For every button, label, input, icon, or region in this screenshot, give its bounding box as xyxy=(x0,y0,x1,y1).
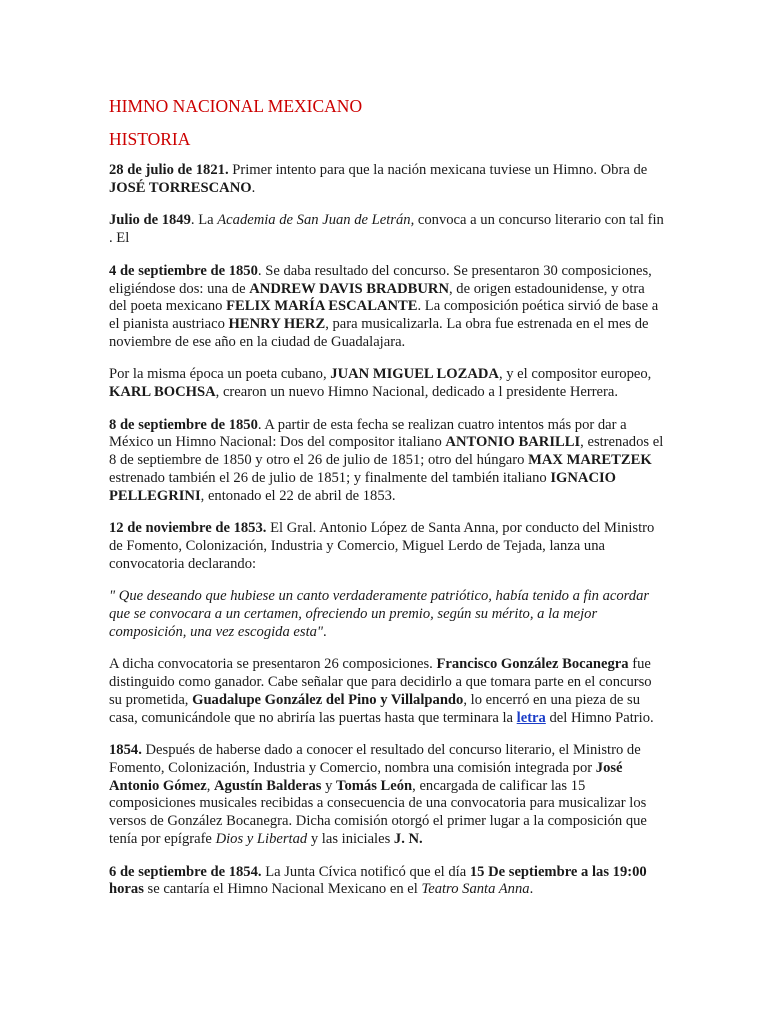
quote-paragraph: " Que deseando que hubiese un canto verdaderamente patriótico, había tenido a fin acordar que se convocara a un certamen, ofreciendo un premio, según su mérito, a la mejor composición, una vez escogida esta". xyxy=(109,588,650,640)
date-label: 28 de julio de 1821. xyxy=(109,162,229,178)
person-name: José Antonio Gómez xyxy=(109,759,623,794)
paragraph-1853: 12 de noviembre de 1853. El Gral. Antonio López de Santa Anna, por conducto del Ministro de Fomento, Colonización, Industria y Comercio, Miguel Lerdo de Tejada, lanza una convocatoria declarando: xyxy=(109,520,655,572)
person-name: MAX MARETZEK xyxy=(528,452,652,469)
person-name: JUAN MIGUEL LOZADA xyxy=(330,366,499,383)
date-label: 6 de septiembre de 1854. xyxy=(109,863,262,880)
person-name: JOSÉ TORRESCANO xyxy=(109,179,252,196)
paragraph-1821: 28 de julio de 1821. Primer intento para que la nación mexicana tuviese un Himno. Obra de JOSÉ TORRESCANO. xyxy=(109,162,648,196)
page-title: HIMNO NACIONAL MEXICANO xyxy=(109,96,363,116)
person-name: Guadalupe González del Pino y Villalpando xyxy=(192,691,464,708)
person-name: Agustín Balderas xyxy=(214,777,322,794)
person-name: FELIX MARÍA ESCALANTE xyxy=(226,298,418,315)
letra-link[interactable]: letra xyxy=(516,709,546,726)
person-name: KARL BOCHSA xyxy=(109,384,216,401)
date-label: 8 de septiembre de 1850 xyxy=(109,416,258,433)
paragraph-winner: A dicha convocatoria se presentaron 26 composiciones. Francisco González Bocanegra fue distinguido como ganador. Cabe señalar que para decidirlo a que tomara parte en el concurso su prometida, Guadalupe González del Pino y Villalpando, lo encerró en una pieza de su casa, comunicándole que no abriría las puertas hasta que terminara la letra del Himno Patrio. xyxy=(109,656,654,726)
epigraph-text: Dios y Libertad xyxy=(215,830,308,847)
person-name: ANTONIO BARILLI xyxy=(445,434,581,451)
date-label: 1854. xyxy=(109,742,142,759)
quote-text: " Que deseando que hubiese un canto verdaderamente patriótico, había tenido a fin acordar que se convocara a un certamen, ofreciendo un premio, según su mérito, a la mejor composición, una vez escogida esta" xyxy=(109,588,650,640)
paragraph-1850-sep8: 8 de septiembre de 1850. A partir de esta fecha se realizan cuatro intentos más por dar a México un Himno Nacional: Dos del compositor italiano ANTONIO BARILLI, estrenados el 8 de septiembre de 1850 y otro el 26 de julio de 1851; otro del húngaro MAX MARETZEK estrenado también el 26 de julio de 1851; y finalmente del también italiano IGNACIO PELLEGRINI, entonado el 22 de abril de 1853. xyxy=(109,416,664,504)
person-name: HENRY HERZ xyxy=(228,315,326,332)
paragraph-1854: 1854. Después de haberse dado a conocer el resultado del concurso literario, el Ministro de Fomento, Colonización, Industria y Comercio, nombra una comisión integrada por José Antonio Gómez, Agustín Balderas y Tomás León, encargada de calificar las 15 composiciones musicales recibidas a consecuencia de una convocatoria para musicalizar los versos de González Bocanegra. Dicha comisión otorgó el primer lugar a la composición que tenía por epígrafe Dios y Libertad y las iniciales J. N. xyxy=(109,742,647,847)
date-label: Julio de 1849 xyxy=(109,212,191,229)
institution-name: Academia de San Juan de Letrán, xyxy=(217,212,415,229)
paragraph-1850-sep4: 4 de septiembre de 1850. Se daba resultado del concurso. Se presentaron 30 composiciones, eligiéndose dos: una de ANDREW DAVIS BRADBURN, de origen estadounidense, y otra del poeta mexicano FELIX MARÍA ESCALANTE. La composición poética sirvió de base a el pianista austriaco HENRY HERZ, para musicalizarla. La obra fue estrenada en el mes de noviembre de ese año en la ciudad de Guadalajara. xyxy=(109,262,659,350)
paragraph-cuban-poet: Por la misma época un poeta cubano, JUAN MIGUEL LOZADA, y el compositor europeo, KARL BOCHSA, crearon un nuevo Himno Nacional, dedicado a l presidente Herrera. xyxy=(109,366,652,401)
person-name: ANDREW DAVIS BRADBURN xyxy=(249,280,449,297)
event-datetime: 15 De septiembre a las 19:00 horas xyxy=(109,863,647,898)
person-name: IGNACIO PELLEGRINI xyxy=(109,469,617,504)
person-name: Tomás León xyxy=(336,777,413,794)
paragraph-1854-sep6: 6 de septiembre de 1854. La Junta Cívica notificó que el día 15 De septiembre a las 19:00 horas se cantaría el Himno Nacional Mexicano en el Teatro Santa Anna. xyxy=(109,863,647,898)
paragraph-1849: Julio de 1849. La Academia de San Juan de Letrán, convoca a un concurso literario con tal fin . El xyxy=(109,212,664,247)
initials-text: J. N. xyxy=(393,830,423,847)
document-content xyxy=(109,96,664,914)
date-label: 4 de septiembre de 1850 xyxy=(109,262,258,279)
date-label: 12 de noviembre de 1853. xyxy=(109,520,267,537)
venue-name: Teatro Santa Anna xyxy=(421,881,530,898)
section-heading: HISTORIA xyxy=(109,129,191,149)
person-name: Francisco González Bocanegra xyxy=(436,656,629,673)
